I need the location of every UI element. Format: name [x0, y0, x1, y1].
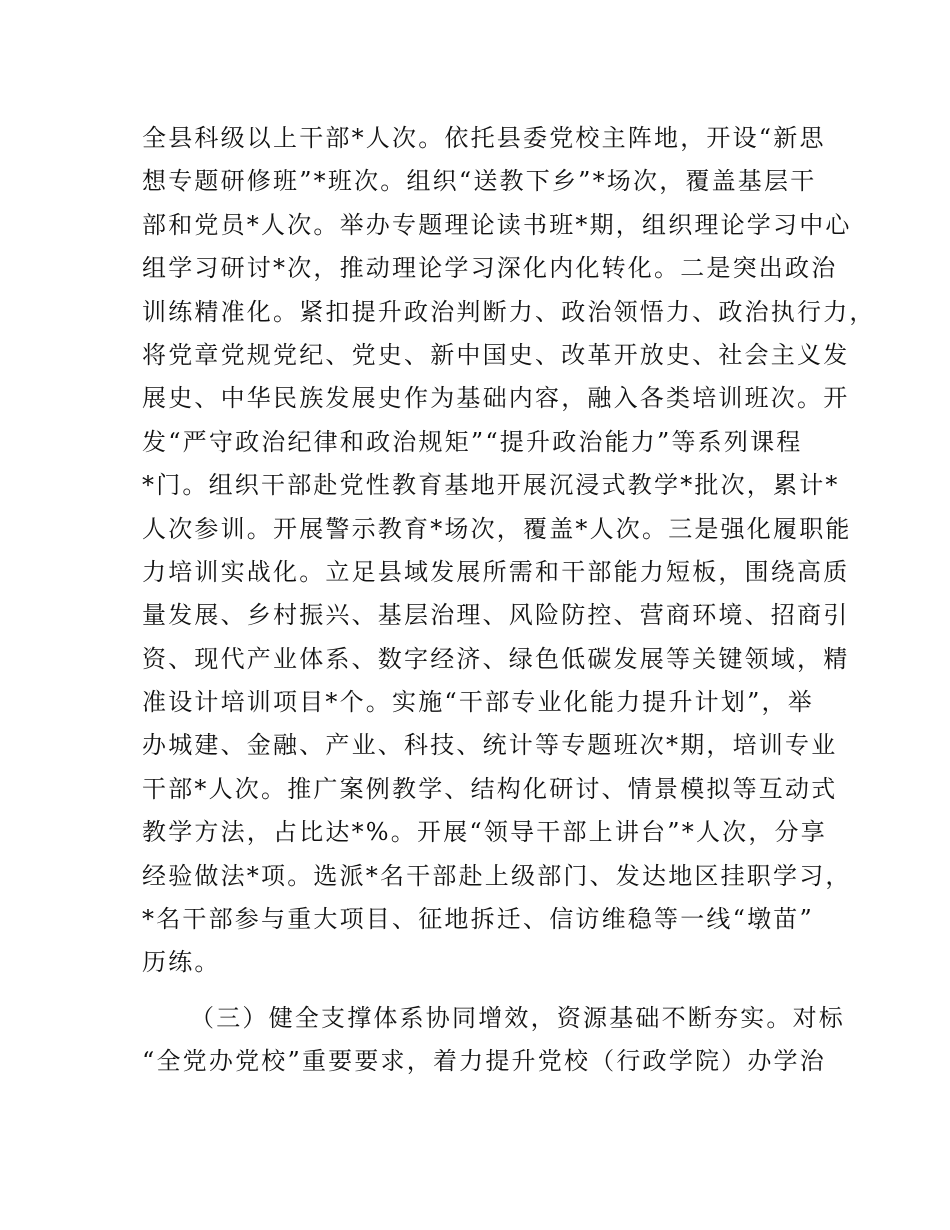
text-line: 资、现代产业体系、数字经济、绿色低碳发展等关键领域，精	[142, 644, 850, 673]
text-line: 发“严守政治纪律和政治规矩”“提升政治能力”等系列课程	[142, 427, 803, 456]
text-line: *名干部参与重大项目、征地拆迁、信访维稳等一线“墩苗”	[142, 905, 814, 934]
paragraph-1	[142, 117, 876, 985]
text-line: 想专题研修班”*班次。组织“送教下乡”*场次，覆盖基层干	[142, 167, 817, 196]
text-line: 部和党员*人次。举办专题理论读书班*期，组织理论学习中心	[142, 210, 852, 239]
text-line: 展史、中华民族发展史作为基础内容，融入各类培训班次。开	[142, 384, 850, 413]
text-line: 量发展、乡村振兴、基层治理、风险防控、营商环境、招商引	[142, 601, 850, 630]
text-line: *门。组织干部赴党性教育基地开展沉浸式教学*批次，累计*	[142, 471, 840, 500]
text-line: 训练精准化。紧扣提升政治判断力、政治领悟力、政治执行力，	[142, 297, 876, 326]
text-line: 组学习研讨*次，推动理论学习深化内化转化。二是突出政治	[142, 254, 838, 283]
text-line: 力培训实战化。立足县域发展所需和干部能力短板，围绕高质	[142, 557, 850, 586]
paragraph-2	[142, 997, 845, 1084]
text-line: 干部*人次。推广案例教学、结构化研讨、情景模拟等互动式	[142, 774, 838, 803]
text-line: 准设计培训项目*个。实施“干部专业化能力提升计划”，举	[142, 688, 814, 717]
text-line: 办城建、金融、产业、科技、统计等专题班次*期，培训专业	[142, 731, 838, 760]
text-line: 将党章党规党纪、党史、新中国史、改革开放史、社会主义发	[142, 340, 850, 369]
text-line: 经验做法*项。选派*名干部赴上级部门、发达地区挂职学习，	[142, 861, 852, 890]
text-line: 全县科级以上干部*人次。依托县委党校主阵地，开设“新思	[142, 124, 826, 152]
text-line: “全党办党校”重要要求，着力提升党校（行政学院）办学治	[142, 1047, 826, 1076]
document-body	[142, 117, 876, 1084]
text-line: 人次参训。开展警示教育*场次，覆盖*人次。三是强化履职能	[142, 514, 852, 543]
text-line: 教学方法，占比达*%。开展“领导干部上讲台”*人次，分享	[142, 818, 827, 847]
section-heading-line: （三）健全支撑体系协同增效，资源基础不断夯实。对标	[190, 1003, 845, 1032]
text-line: 历练。	[142, 948, 221, 977]
